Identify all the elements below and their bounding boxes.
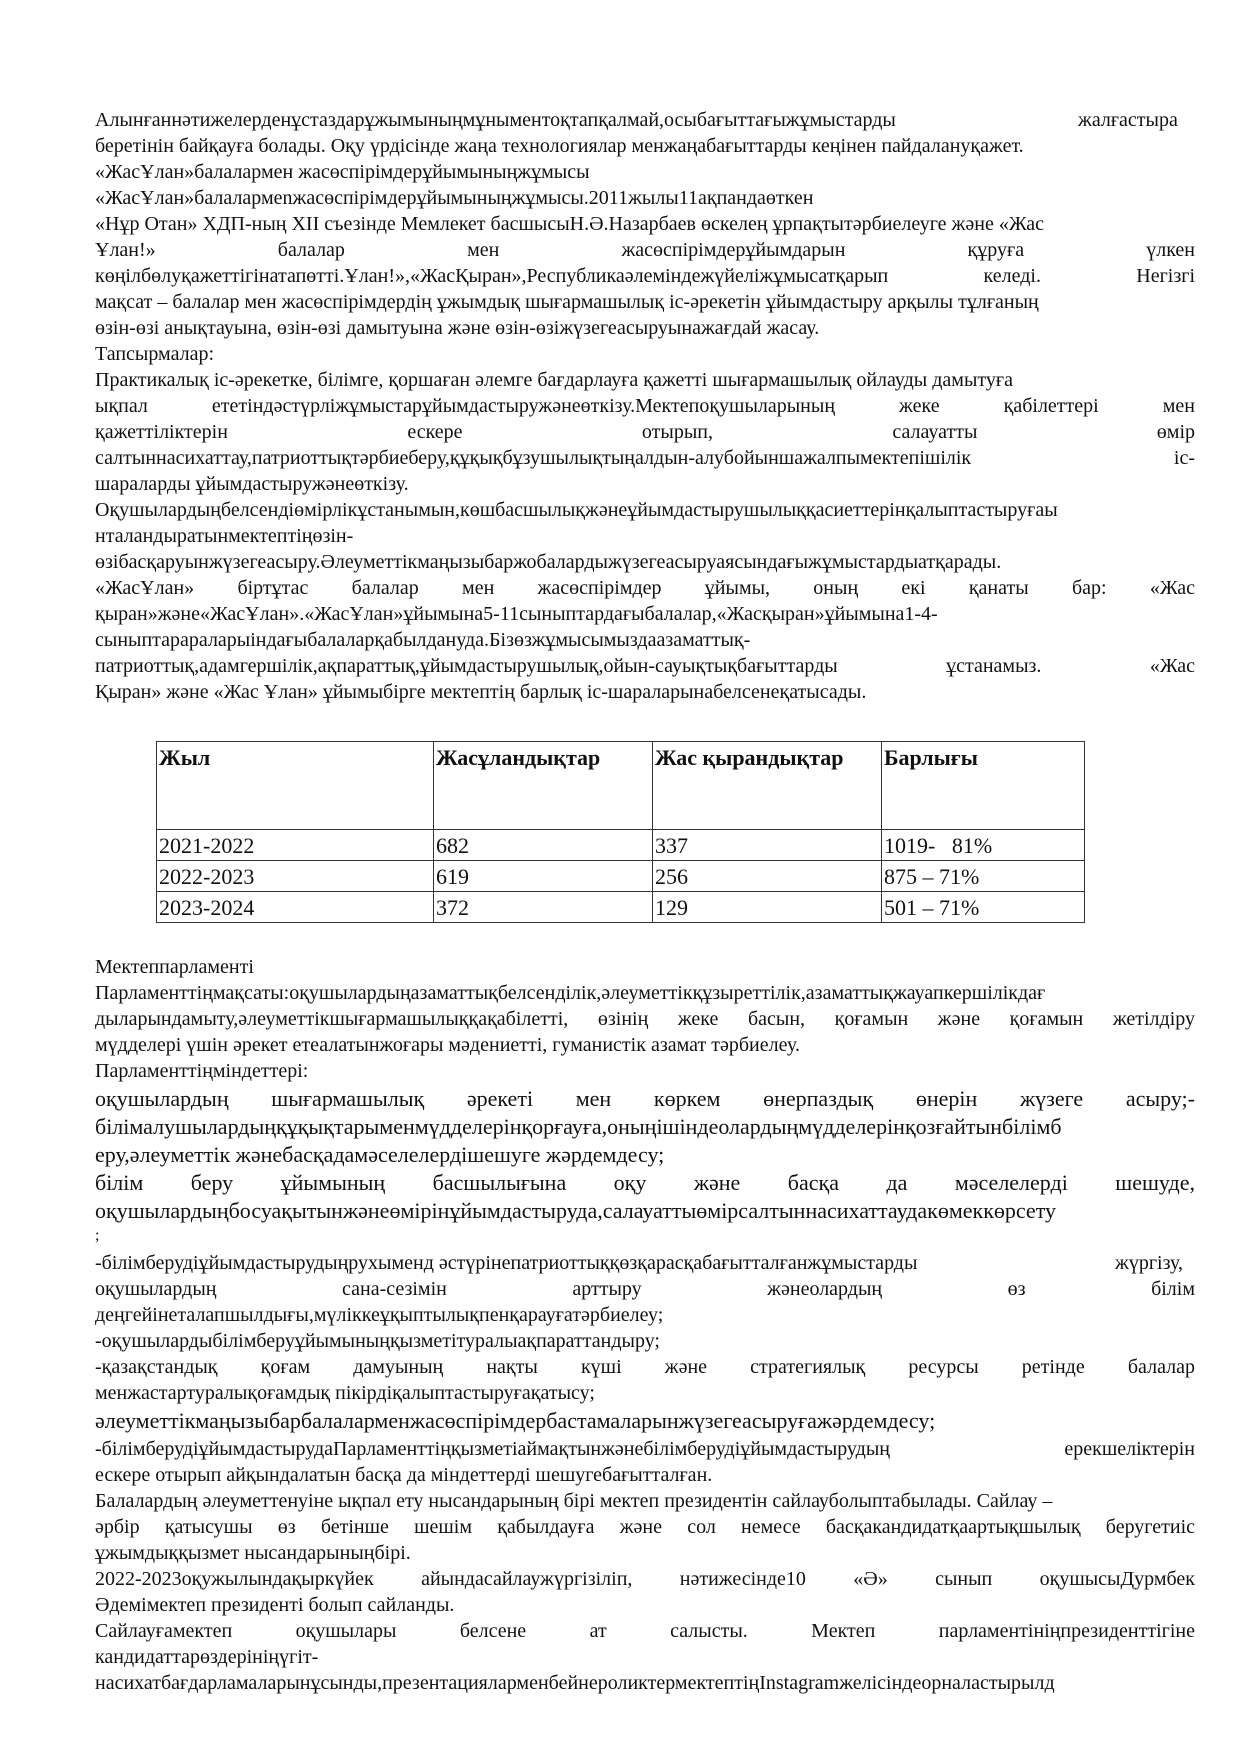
tasks-heading: Тапсырмалар: — [95, 343, 215, 365]
tasks-line-11: сыныптарараларыіндағыбалаларқабылдануда.Бізөзжұмысымыздаазаматтық- — [95, 629, 751, 651]
table-header-row — [157, 742, 1085, 830]
parliament-duties-heading: Парламенттіңміндеттері: — [95, 1060, 309, 1082]
table-header-jas-ulan: Жасұландықтар — [434, 742, 653, 830]
election-line-1: Балалардың әлеуметтенуіне ықпал ету нысандарының бірі мектеп президентін сайлауболыптабылады. Сайлау – — [95, 1490, 1053, 1512]
parliament-goal-line-1: Парламенттіңмақсаты:оқушылардыңазаматтықбелсенділік,әлеуметтікқұзыреттілік,азаматтықжауапкершілікдағ — [95, 982, 1046, 1004]
duty-line-15: ескере отырып айқындалатын басқа да міндеттерді шешугебағытталған. — [95, 1464, 713, 1486]
table-cell-total: 501 – 71% — [882, 892, 1085, 923]
parliament-goal-line-2: дыларындамыту,әлеуметтікшығармашылыққақабілетті, өзінің жеке басын, қоғамын және қоғамын жетілдіру — [95, 1008, 1195, 1030]
election-line-4: 2022-2023оқужылындақыркүйек айындасайлаужүргізіліп, нәтижесінде10 «Ә» сынып оқушысыДурмбек — [95, 1568, 1195, 1590]
table-cell-year: 2022-2023 — [157, 861, 434, 892]
jas-ulan-line-3: Ұлан!» балалар мен жасөспірімдерұйымдарын құруға үлкен — [95, 239, 1195, 261]
duty-line-2: білімалушылардыңқұқықтарыменмүдделерінқорғауға,оныңішіндеолардыңмүдделерінқозғайтынбілімб — [95, 1114, 1062, 1139]
jas-ulan-line-6: өзін-өзі анықтауына, өзін-өзі дамытуына және өзін-өзіжүзегеасыруынажағдай жасау. — [95, 317, 820, 339]
table-header-total: Барлығы — [882, 742, 1085, 830]
table-row — [157, 830, 1085, 861]
tasks-line-2: ықпал ететіндәстүрліжұмыстарұйымдастыружәнеөткізу.Мектепоқушыларының жеке қабілеттері мен — [95, 395, 1195, 417]
tasks-line-9: «ЖасҰлан» біртұтас балалар мен жасөспірімдер ұйымы, оның екі қанаты бар: «Жас — [95, 577, 1195, 599]
jas-ulan-line-5: мақсат – балалар мен жасөспірімдердің ұжымдық шығармашылық іс-әрекетін ұйымдастыру арқылы тұлғаның — [95, 291, 1039, 313]
table-cell-total: 1019- 81% — [882, 830, 1085, 861]
duty-line-1: оқушылардың шығармашылық әрекеті мен көркем өнерпаздық өнерін жүзеге асыру;- — [95, 1086, 1195, 1111]
table-row — [157, 861, 1085, 892]
tasks-line-10: қыран»және«ЖасҰлан».«ЖасҰлан»ұйымына5-11сыныптардағыбалалар,«Жасқыран»ұйымына1-4- — [95, 603, 938, 625]
jas-ulan-line-1: «ЖасҰлан»балалармenжасөспірімдерұйымыныңжұмысы.2011жылы11ақпандаөткен — [95, 187, 814, 209]
tasks-line-5: шараларды ұйымдастыружәнеөткізу. — [95, 473, 409, 495]
table-cell-year: 2023-2024 — [157, 892, 434, 923]
jas-ulan-line-4: көңілбөлуқажеттігінатапөтті.Ұлан!»,«ЖасҚыран»,Республикаәлеміндежүйеліжұмысатқарып келеді. Негізгі — [95, 265, 1195, 287]
duty-line-11: -қазақстандық қоғам дамуының нақты күші және стратегиялық ресурсы ретінде балалар — [95, 1356, 1195, 1378]
tasks-line-8: өзібасқаруынжүзегеасыру.Әлеуметтікмаңызыбаржобалардыжүзегеасыруаясындағыжұмыстардыатқарады. — [95, 551, 1002, 573]
election-line-5: Әдемімектеп президенті болып сайланды. — [95, 1594, 455, 1616]
tasks-line-1: Практикалық іс-әрекетке, білімге, қоршаған әлемге бағдарлауға қажетті шығармашылық ойлауды дамытуға — [95, 369, 1013, 391]
election-line-3: ұжымдыққызмет нысандарыныңбірі. — [95, 1542, 411, 1564]
table-cell-jas-ulan: 372 — [434, 892, 653, 923]
tasks-line-3: қажеттіліктерін ескере отырып, салауатты өмір — [95, 421, 1195, 443]
duty-line-5: оқушылардыңбосуақытынжәнеөмірінұйымдастыруда,салауаттыөмірсалтыннасихаттаудакөмеккөрсету — [95, 1198, 1057, 1223]
tasks-line-7: нталандыратынмектептіңөзін- — [95, 525, 354, 547]
jas-ulan-heading: «ЖасҰлан»балалармен жасөспірімдерұйымыныңжұмысы — [95, 161, 590, 183]
table-cell-jas-qyran: 337 — [653, 830, 882, 861]
intro-line-1b: жалғастыра — [1078, 109, 1178, 131]
table-cell-jas-ulan: 619 — [434, 861, 653, 892]
table-cell-jas-ulan: 682 — [434, 830, 653, 861]
duty-line-12: менжастартуралықоғамдық пікірдіқалыптастыруғақатысу; — [95, 1382, 595, 1404]
election-line-6: Сайлауғамектеп оқушылары белсене ат салысты. Мектеп парламентініңпрезиденттігіне — [95, 1620, 1195, 1642]
table-cell-year: 2021-2022 — [157, 830, 434, 861]
duty-line-6: ; — [95, 1227, 100, 1244]
parliament-heading: Мектеппарламенті — [95, 956, 254, 978]
membership-table — [156, 741, 1085, 923]
table-row — [157, 892, 1085, 923]
jas-ulan-line-2: «Нұр Отан» ХДП-ның ХІІ съезінде Мемлекет басшысыН.Ә.Назарбаев өскелең ұрпақтытәрбиелеуге және «Жас — [95, 213, 1044, 235]
duty-line-14: -білімберудіұйымдастырудаПарламенттіңқызметіаймақтынжәнебілімберудіұйымдастырудың ерекшеліктерін — [95, 1438, 1195, 1460]
table-header-jas-qyran: Жас қырандықтар — [653, 742, 882, 830]
duty-line-10: -оқушылардыбілімберуұйымыныңқызметітуралыақпараттандыру; — [95, 1330, 660, 1352]
duty-line-4: білім беру ұйымының басшылығына оқу және басқа да мәселелерді шешуде, — [95, 1170, 1195, 1195]
duty-line-8: оқушылардың сана-сезімін арттыру жәнеолардың өз білім — [95, 1278, 1195, 1300]
table-cell-jas-qyran: 129 — [653, 892, 882, 923]
duty-line-9: деңгейінеталапшылдығы,мүліккеұқыптылықпенқарауғатәрбиелеу; — [95, 1304, 664, 1326]
intro-line-1a: Алынғаннәтижелерденұстаздарұжымыныңмұныментоқтапқалмай,осыбағыттағыжұмыстарды — [95, 109, 896, 131]
tasks-line-6: Оқушылардыңбелсендіөмірлікұстанымын,көшбасшылықжәнеұйымдастырушылыққасиеттерінқалыптастыруғаы — [95, 499, 1058, 521]
duty-line-13: әлеуметтікмаңызыбарбалалармeнжасөспірімдербастамаларынжүзегеасыруғажәрдемдесу; — [95, 1408, 936, 1433]
table-cell-jas-qyran: 256 — [653, 861, 882, 892]
parliament-goal-line-3: мүдделері үшін әрекет етеалатынжоғары мәдениетті, гуманистік азамат тәрбиелеу. — [95, 1034, 800, 1056]
election-line-8: насихатбағдарламаларынұсынды,презентациялармeнбейнероликтермектептіңInstagramжелісіндеорналастырылд — [95, 1672, 1055, 1694]
intro-line-2: беретінін байқауға болады. Оқу үрдісінде жаңа технологиялар менжаңабағыттарды кеңінен пайдалануқажет. — [95, 135, 1024, 157]
tasks-line-4: салтыннасихаттау,патриоттықтәрбиеберу,құқықбұзушылықтыңалдын-алубойыншажалпымектепішілік іс- — [95, 447, 1195, 469]
duty-line-7a: -білімберудіұйымдастырудыңрухыменд әстүрінепатриоттыққөзқарасқабағытталғанжұмыстарды — [95, 1252, 918, 1274]
tasks-line-13: Қыран» және «Жас Ұлан» ұйымыбірге мектептің барлық іс-шараларынабелсенеқатысады. — [95, 681, 867, 703]
table-cell-total: 875 – 71% — [882, 861, 1085, 892]
tasks-line-12: патриоттық,адамгершілік,ақпараттық,ұйымдастырушылық,ойын-сауықтықбағыттарды ұстанамыз. «Жас — [95, 655, 1195, 677]
election-line-7: кандидаттарөздерініңүгіт- — [95, 1646, 319, 1668]
election-line-2: әрбір қатысушы өз бетінше шешім қабылдауға және сол немесе басқакандидатқаартықшылық беругетиіс — [95, 1516, 1195, 1538]
table-header-year: Жыл — [157, 742, 434, 830]
duty-line-7b: жүргізу, — [1115, 1252, 1184, 1274]
duty-line-3: еру,әлеуметтік жәнебасқадамәселелердішешуге жәрдемдесу; — [95, 1142, 665, 1167]
